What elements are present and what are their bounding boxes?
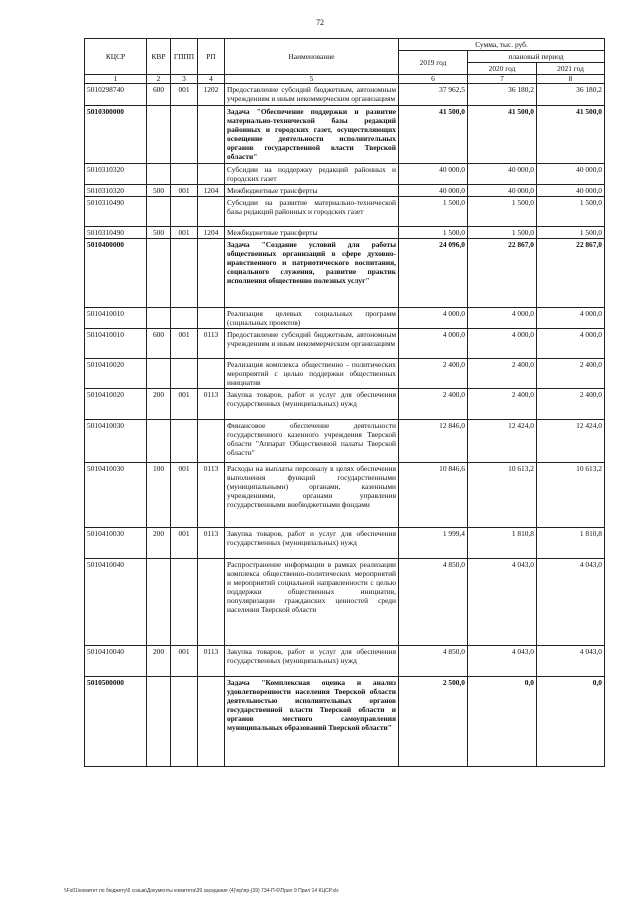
table-row: [85, 197, 605, 227]
header-rp: РП: [198, 39, 225, 75]
table-row: [85, 646, 605, 677]
cell-2020: 2 400,0: [468, 359, 537, 389]
cell-2020: 22 867,0: [468, 239, 537, 308]
cell-2019: 4 000,0: [399, 308, 468, 329]
cell-2021: 2 400,0: [537, 359, 605, 389]
header-sum: Сумма, тыс. руб.: [399, 39, 605, 51]
header-gppp: ГППП: [171, 39, 198, 75]
column-index: 2: [147, 75, 171, 84]
cell-kcsr: 5010298740: [85, 84, 147, 106]
cell-rp: 0113: [198, 528, 225, 559]
cell-kcsr: 5010300000: [85, 106, 147, 164]
page-number: 72: [316, 18, 324, 27]
cell-kvr: 600: [147, 84, 171, 106]
cell-gppp: [171, 106, 198, 164]
cell-name: Финансовое обеспечение деятельности государственного казенного учреждения Тверской области "Аппарат Общественной палаты Тверской области": [225, 420, 399, 463]
column-index: 8: [537, 75, 605, 84]
budget-table: [84, 38, 605, 767]
cell-gppp: [171, 559, 198, 646]
cell-2020: 40 000,0: [468, 164, 537, 185]
cell-kvr: [147, 420, 171, 463]
cell-2019: 1 500,0: [399, 197, 468, 227]
cell-name: Субсидии на развитие материально-технической базы редакций районных и городских газет: [225, 197, 399, 227]
column-index: 4: [198, 75, 225, 84]
cell-2020: 2 400,0: [468, 389, 537, 420]
cell-2021: 12 424,0: [537, 420, 605, 463]
cell-2019: 24 096,0: [399, 239, 468, 308]
cell-kcsr: 5010400000: [85, 239, 147, 308]
header-2020: 2020 год: [468, 63, 537, 75]
cell-kvr: [147, 677, 171, 767]
table-row: [85, 389, 605, 420]
cell-kvr: [147, 559, 171, 646]
header-2019: 2019 год: [399, 51, 468, 75]
cell-gppp: [171, 677, 198, 767]
cell-gppp: 001: [171, 463, 198, 528]
cell-rp: [198, 677, 225, 767]
table-row: [85, 106, 605, 164]
cell-2020: 12 424,0: [468, 420, 537, 463]
column-index: 7: [468, 75, 537, 84]
table-body: [85, 84, 605, 767]
table-row: [85, 359, 605, 389]
header-planned-period: плановый период: [468, 51, 605, 63]
cell-kcsr: 5010410030: [85, 528, 147, 559]
cell-kcsr: 5010500000: [85, 677, 147, 767]
cell-2019: 12 846,0: [399, 420, 468, 463]
cell-2020: 40 000,0: [468, 185, 537, 197]
cell-2019: 4 000,0: [399, 329, 468, 359]
cell-rp: 1204: [198, 185, 225, 197]
table-row: [85, 239, 605, 308]
cell-kvr: 600: [147, 329, 171, 359]
cell-2019: 2 500,0: [399, 677, 468, 767]
cell-rp: [198, 197, 225, 227]
cell-name: Закупка товаров, работ и услуг для обеспечения государственных (муниципальных) нужд: [225, 528, 399, 559]
cell-rp: [198, 420, 225, 463]
cell-2020: 1 810,8: [468, 528, 537, 559]
table-row: [85, 227, 605, 239]
cell-2020: 1 500,0: [468, 227, 537, 239]
cell-2020: 41 500,0: [468, 106, 537, 164]
cell-2021: 4 000,0: [537, 329, 605, 359]
table-row: [85, 559, 605, 646]
cell-name: Субсидии на поддержку редакций районных и городских газет: [225, 164, 399, 185]
cell-2019: 4 850,0: [399, 646, 468, 677]
cell-kcsr: 5010410020: [85, 389, 147, 420]
cell-name: Закупка товаров, работ и услуг для обеспечения государственных (муниципальных) нужд: [225, 646, 399, 677]
cell-kvr: 200: [147, 389, 171, 420]
cell-2019: 40 000,0: [399, 185, 468, 197]
cell-rp: [198, 359, 225, 389]
cell-name: Предоставление субсидий бюджетным, автономным учреждениям и иным некоммерческим организациям: [225, 329, 399, 359]
cell-kcsr: 5010410020: [85, 359, 147, 389]
cell-kcsr: 5010410040: [85, 646, 147, 677]
cell-gppp: [171, 239, 198, 308]
table-row: [85, 164, 605, 185]
cell-gppp: [171, 359, 198, 389]
cell-gppp: 001: [171, 329, 198, 359]
cell-kcsr: 5010410030: [85, 463, 147, 528]
cell-kvr: 500: [147, 185, 171, 197]
cell-kvr: [147, 359, 171, 389]
cell-2019: 10 846,6: [399, 463, 468, 528]
cell-gppp: 001: [171, 185, 198, 197]
table-row: [85, 528, 605, 559]
cell-2019: 1 999,4: [399, 528, 468, 559]
cell-kvr: [147, 308, 171, 329]
cell-gppp: [171, 308, 198, 329]
cell-name: Предоставление субсидий бюджетным, автономным учреждениям и иным некоммерческим организациям: [225, 84, 399, 106]
column-index: 1: [85, 75, 147, 84]
cell-2021: 1 500,0: [537, 197, 605, 227]
cell-gppp: 001: [171, 528, 198, 559]
cell-kvr: 200: [147, 528, 171, 559]
file-path-footer: \\Fs01\комитет по бюджету\6 созыв\Документы комитета\39 заседание (4)\пр\пр-(39) 734-П-6\Прил 9 Прил 14 КЦСР.xls: [64, 888, 339, 894]
table-row: [85, 84, 605, 106]
cell-kcsr: 5010310320: [85, 185, 147, 197]
cell-2021: 4 000,0: [537, 308, 605, 329]
cell-kcsr: 5010310320: [85, 164, 147, 185]
table-row: [85, 677, 605, 767]
cell-kvr: [147, 164, 171, 185]
column-index-row: [85, 75, 605, 84]
cell-2019: 37 962,5: [399, 84, 468, 106]
cell-2021: 4 043,0: [537, 646, 605, 677]
cell-2020: 4 043,0: [468, 559, 537, 646]
cell-2021: 40 000,0: [537, 164, 605, 185]
cell-2020: 4 000,0: [468, 308, 537, 329]
cell-2019: 4 850,0: [399, 559, 468, 646]
cell-kcsr: 5010410040: [85, 559, 147, 646]
cell-kvr: [147, 106, 171, 164]
cell-name: Расходы на выплаты персоналу в целях обеспечения выполнения функций государственными (муниципальными) органами, казенными учреждениями, органами управления государственными внебюджетными фондами: [225, 463, 399, 528]
cell-name: Реализация комплекса общественно - политических мероприятий с целью поддержки общественных инициатив: [225, 359, 399, 389]
cell-rp: [198, 239, 225, 308]
table-header: [85, 39, 605, 84]
cell-2021: 1 810,8: [537, 528, 605, 559]
cell-2020: 1 500,0: [468, 197, 537, 227]
cell-2020: 10 613,2: [468, 463, 537, 528]
cell-rp: 0113: [198, 389, 225, 420]
cell-kvr: [147, 197, 171, 227]
cell-rp: [198, 559, 225, 646]
cell-2019: 41 500,0: [399, 106, 468, 164]
cell-rp: 0113: [198, 329, 225, 359]
header-kvr: КВР: [147, 39, 171, 75]
table-row: [85, 420, 605, 463]
cell-name: Закупка товаров, работ и услуг для обеспечения государственных (муниципальных) нужд: [225, 389, 399, 420]
cell-rp: 1204: [198, 227, 225, 239]
cell-kcsr: 5010310490: [85, 197, 147, 227]
cell-2020: 4 000,0: [468, 329, 537, 359]
cell-2021: 2 400,0: [537, 389, 605, 420]
cell-2021: 40 000,0: [537, 185, 605, 197]
cell-2020: 0,0: [468, 677, 537, 767]
cell-kcsr: 5010410010: [85, 329, 147, 359]
cell-rp: 0113: [198, 646, 225, 677]
cell-2021: 1 500,0: [537, 227, 605, 239]
cell-kvr: 500: [147, 227, 171, 239]
cell-gppp: 001: [171, 227, 198, 239]
cell-gppp: [171, 164, 198, 185]
cell-kvr: [147, 239, 171, 308]
cell-2021: 4 043,0: [537, 559, 605, 646]
cell-2019: 2 400,0: [399, 389, 468, 420]
cell-2021: 0,0: [537, 677, 605, 767]
cell-rp: [198, 164, 225, 185]
cell-gppp: 001: [171, 389, 198, 420]
cell-kvr: 100: [147, 463, 171, 528]
cell-2021: 41 500,0: [537, 106, 605, 164]
cell-rp: [198, 106, 225, 164]
cell-2021: 10 613,2: [537, 463, 605, 528]
cell-name: Межбюджетные трансферты: [225, 227, 399, 239]
cell-name: Межбюджетные трансферты: [225, 185, 399, 197]
header-name: Наименование: [225, 39, 399, 75]
table-row: [85, 308, 605, 329]
cell-rp: 1202: [198, 84, 225, 106]
cell-2019: 2 400,0: [399, 359, 468, 389]
cell-gppp: [171, 420, 198, 463]
cell-2020: 36 180,2: [468, 84, 537, 106]
cell-kvr: 200: [147, 646, 171, 677]
cell-2021: 36 180,2: [537, 84, 605, 106]
column-index: 3: [171, 75, 198, 84]
cell-name: Реализация целевых социальных программ (социальных проектов): [225, 308, 399, 329]
table-row: [85, 329, 605, 359]
cell-kcsr: 5010310490: [85, 227, 147, 239]
cell-name: Задача "Создание условий для работы общественных организаций в сфере духовно-нравственного и патриотического воспитания, социального служения, развитие практик исполнения общественно полезных услуг": [225, 239, 399, 308]
column-index: 5: [225, 75, 399, 84]
cell-name: Задача "Обеспечение поддержки и развитие материально-технической базы редакций районных и городских газет, осуществляющих освещение деятельности исполнительных органов государственной власти Тверской области": [225, 106, 399, 164]
cell-kcsr: 5010410030: [85, 420, 147, 463]
cell-gppp: [171, 197, 198, 227]
cell-gppp: 001: [171, 84, 198, 106]
cell-2021: 22 867,0: [537, 239, 605, 308]
cell-name: Распространение информации в рамках реализации комплекса общественно-политических мероприятий и мероприятий социальной направленности с целью поддержки общественных инициатив, популяризации гражданских ценностей среди населения Тверской области: [225, 559, 399, 646]
cell-2019: 40 000,0: [399, 164, 468, 185]
cell-rp: [198, 308, 225, 329]
cell-name: Задача "Комплексная оценка и анализ удовлетворенности населения Тверской области деятельностью исполнительных органов государственной власти Тверской области и органов местного самоуправления муниципальных образований Тверской области": [225, 677, 399, 767]
table-row: [85, 463, 605, 528]
column-index: 6: [399, 75, 468, 84]
cell-rp: 0113: [198, 463, 225, 528]
table-row: [85, 185, 605, 197]
cell-2020: 4 043,0: [468, 646, 537, 677]
header-2021: 2021 год: [537, 63, 605, 75]
cell-kcsr: 5010410010: [85, 308, 147, 329]
cell-2019: 1 500,0: [399, 227, 468, 239]
cell-gppp: 001: [171, 646, 198, 677]
header-kcsr: КЦСР: [85, 39, 147, 75]
